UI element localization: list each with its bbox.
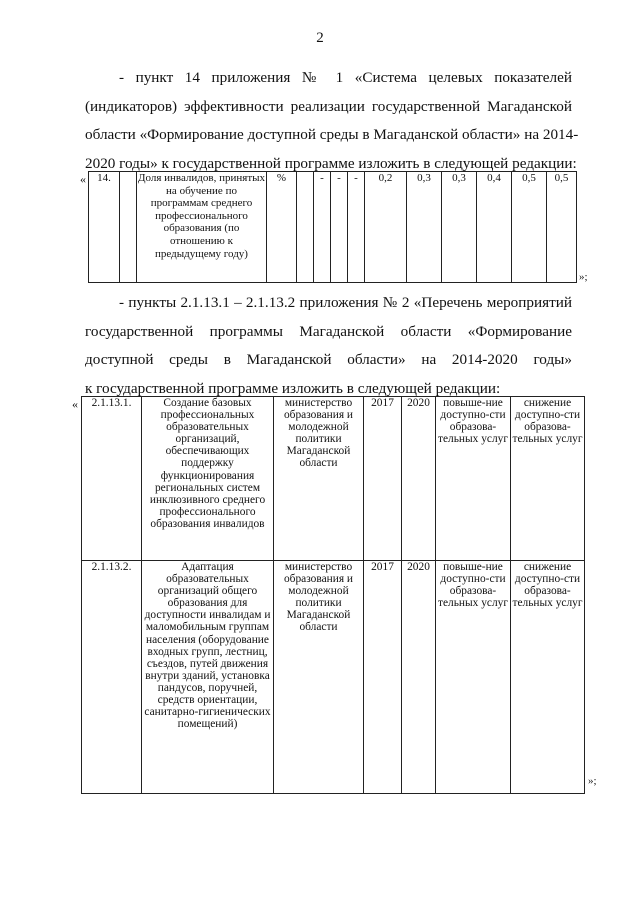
paragraph-line: - пункты 2.1.13.1 – 2.1.13.2 приложения № 2 «Перечень мероприятий xyxy=(119,294,572,311)
table1-close-quote: »; xyxy=(579,271,588,283)
paragraph-line: (индикаторов) эффективности реализации государственной Магаданской xyxy=(85,97,572,115)
table-cell: снижение доступно-сти образова-тельных услуг xyxy=(511,397,585,561)
table-cell: министерство образования и молодежной политики Магаданской области xyxy=(274,397,364,561)
paragraph-line: области «Формирование доступной среды в Магаданской области» на 2014- xyxy=(85,126,579,144)
table1-open-quote: « xyxy=(80,172,86,186)
table-cell: 2020 xyxy=(402,561,436,794)
table2-close-quote: »; xyxy=(588,775,597,787)
table-row xyxy=(82,397,585,561)
measures-table xyxy=(81,396,585,794)
table-cell: 2020 xyxy=(402,397,436,561)
table-cell: - xyxy=(314,172,331,283)
table-cell: повыше-ние доступно-сти образова-тельных услуг xyxy=(436,397,511,561)
table-cell: повыше-ние доступно-сти образова-тельных услуг xyxy=(436,561,511,794)
table-cell: 0,5 xyxy=(547,172,577,283)
table-cell xyxy=(120,172,137,283)
table-cell: - xyxy=(331,172,348,283)
table-cell: 2017 xyxy=(364,397,402,561)
table-cell: снижение доступно-сти образова-тельных услуг xyxy=(511,561,585,794)
table-cell: 0,5 xyxy=(512,172,547,283)
table-cell: % xyxy=(267,172,297,283)
table-cell: 0,4 xyxy=(477,172,512,283)
table-cell: Адаптация образовательных организаций общего образования для доступности инвалидам и маломобильным группам населения (оборудование входных групп, лестниц, съездов, путей движения внутри зданий, установка пандусов, поручней, средств ориентации, санитарно-гигиенических помещений) xyxy=(142,561,274,794)
table-cell xyxy=(297,172,314,283)
table2-open-quote: « xyxy=(72,397,78,411)
table-cell: 0,3 xyxy=(407,172,442,283)
paragraph-line: - пункт 14 приложения № 1 «Система целевых показателей xyxy=(119,69,572,86)
table-cell: 2.1.13.1. xyxy=(82,397,142,561)
table-cell: 0,2 xyxy=(365,172,407,283)
table-cell: 2017 xyxy=(364,561,402,794)
table-row xyxy=(89,172,577,283)
table-cell: министерство образования и молодежной политики Магаданской области xyxy=(274,561,364,794)
paragraph-line: к государственной программе изложить в следующей редакции: xyxy=(85,380,501,398)
table-cell: 14. xyxy=(89,172,120,283)
paragraph-item-14 xyxy=(85,64,579,179)
paragraph-line: государственной программы Магаданской области «Формирование xyxy=(85,322,572,340)
table-cell: Создание базовых профессиональных образовательных организаций, обеспечивающих поддержку функционирования региональных систем инклюзивного среднего профессионального образования инвалидов xyxy=(142,397,274,561)
page-number: 2 xyxy=(316,30,324,46)
paragraph-items-2-1-13 xyxy=(85,289,572,404)
table-cell: 2.1.13.2. xyxy=(82,561,142,794)
table-cell: Доля инвалидов, принятых на обучение по программам среднего профессионального образования (по отношению к предыдущему году) xyxy=(137,172,267,283)
indicator-table xyxy=(88,171,577,283)
table-cell: - xyxy=(348,172,365,283)
paragraph-line: 2020 годы» к государственной программе изложить в следующей редакции: xyxy=(85,155,577,173)
paragraph-line: доступной среды в Магаданской области» на 2014-2020 годы» xyxy=(85,351,572,369)
table-row xyxy=(82,561,585,794)
table-cell: 0,3 xyxy=(442,172,477,283)
